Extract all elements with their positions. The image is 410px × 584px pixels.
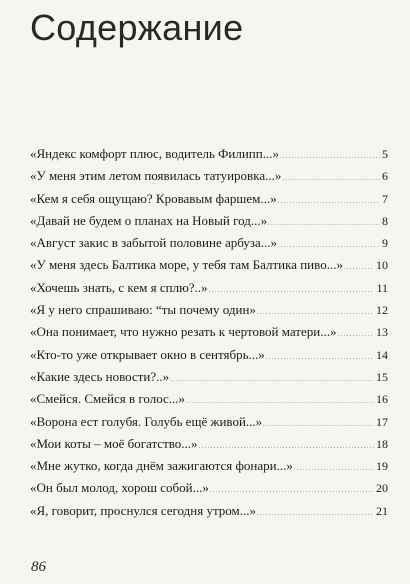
toc-dot-leader: [199, 436, 374, 455]
toc-entry: [30, 369, 388, 391]
toc-dot-leader: [263, 414, 374, 433]
toc-entry-page: 7: [382, 191, 388, 206]
toc-entry-title: «У меня здесь Балтика море, у тебя там Балтика пиво...»: [30, 257, 343, 273]
toc-entry-title: «Яндекс комфорт плюс, водитель Филипп...»: [30, 146, 279, 161]
toc-entry-page: 19: [376, 459, 388, 474]
toc-dot-leader: [257, 302, 374, 321]
toc-dot-leader: [210, 480, 374, 499]
toc-dot-leader: [278, 191, 380, 210]
toc-dot-leader: [268, 213, 380, 232]
toc-entry: [30, 347, 388, 369]
toc-entry: [30, 280, 388, 302]
toc-entry-title: «Он был молод, хорош собой...»: [30, 480, 209, 496]
toc-entry-title: «Кто-то уже открывает окно в сентябрь...»: [30, 346, 265, 362]
toc-entry-page: 11: [376, 280, 388, 295]
toc-entry: [30, 146, 388, 168]
toc-entry-page: 13: [376, 325, 388, 340]
toc-entry: [30, 480, 388, 502]
toc-entry-page: 15: [376, 369, 388, 384]
toc-entry: [30, 458, 388, 480]
toc-entry: [30, 302, 388, 324]
toc-dot-leader: [280, 146, 380, 165]
toc-entry-title: «Она понимает, что нужно резать к чертовой матери...»: [30, 324, 337, 340]
toc-entry-title: «Мне жутко, когда днём зажигаются фонари...»: [30, 458, 293, 474]
toc-dot-leader: [282, 168, 380, 187]
toc-dot-leader: [294, 458, 374, 477]
toc-entry-title: «Хочешь знать, с кем я сплю?..»: [30, 279, 208, 295]
toc-dot-leader: [266, 347, 374, 366]
toc-entry: [30, 324, 388, 346]
toc-entry-page: 21: [376, 503, 388, 518]
toc-dot-leader: [344, 257, 374, 276]
toc-dot-leader: [209, 280, 375, 299]
toc-entry-title: «Я, говорит, проснулся сегодня утром...»: [30, 502, 257, 518]
toc-entry-title: «Какие здесь новости?..»: [30, 368, 170, 384]
toc-entry-page: 17: [376, 414, 388, 429]
toc-entry: [30, 257, 388, 279]
toc-entry-page: 18: [376, 436, 388, 451]
toc-entry-page: 20: [376, 481, 388, 496]
toc-entry-title: «Я у него спрашиваю: “ты почему один»: [30, 302, 256, 318]
toc-entry-page: 12: [376, 303, 388, 318]
toc-entry: [30, 168, 388, 190]
toc-dot-leader: [257, 503, 374, 522]
toc-entry-page: 14: [376, 347, 388, 362]
toc-entry-title: «У меня этим летом появилась татуировка...»: [30, 168, 282, 184]
toc-dot-leader: [186, 391, 374, 410]
toc-entry-page: 16: [376, 392, 388, 407]
page-number: 86: [31, 559, 46, 575]
toc-dot-leader: [170, 369, 374, 388]
toc-dot-leader: [278, 235, 380, 254]
toc-entry-page: 9: [382, 236, 388, 251]
toc-entry-title: «Давай не будем о планах на Новый год...»: [30, 212, 268, 228]
page-title: Содержание: [30, 7, 244, 48]
toc-entry: [30, 213, 388, 235]
toc-entry: [30, 414, 388, 436]
toc-entry: [30, 235, 388, 257]
toc-entry-title: «Ворона ест голубя. Голубь ещё живой...»: [30, 413, 263, 429]
toc-entry-title: «Смейся. Смейся в голос...»: [30, 391, 186, 407]
toc-entry: [30, 191, 388, 213]
toc-entry: [30, 503, 388, 525]
toc-entry-page: 8: [382, 213, 388, 228]
toc-dot-leader: [337, 324, 374, 343]
toc-entry: [30, 391, 388, 413]
toc-entry: [30, 436, 388, 458]
toc-entry-title: «Август закис в забытой половине арбуза...»: [30, 235, 278, 251]
toc-entry-title: «Мои коты – моё богатство...»: [30, 435, 198, 451]
toc-entry-page: 6: [382, 169, 388, 184]
table-of-contents: [30, 146, 388, 525]
toc-entry-title: «Кем я себя ощущаю? Кровавым фаршем...»: [30, 190, 277, 206]
toc-entry-page: 5: [382, 147, 388, 161]
toc-entry-page: 10: [376, 258, 388, 273]
